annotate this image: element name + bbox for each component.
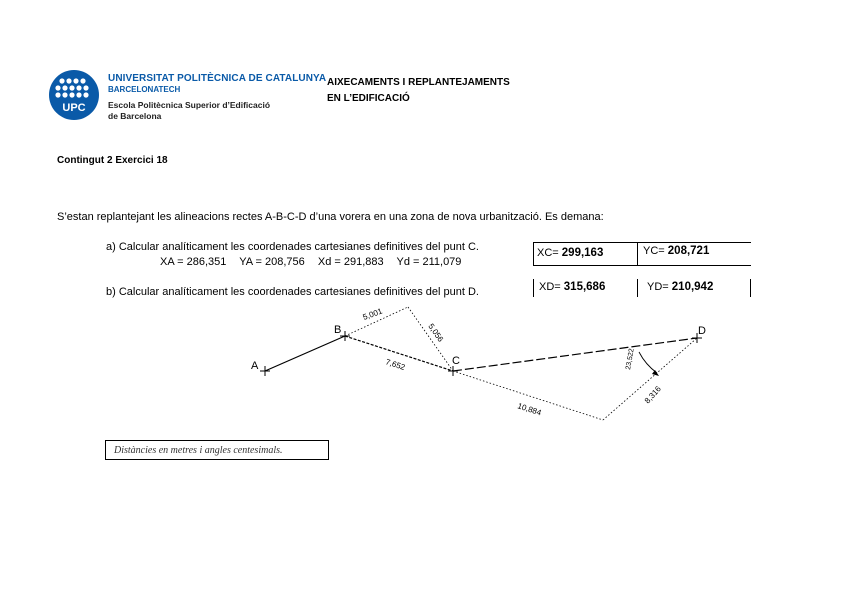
- exercise-statement: S’estan replantejant les alineacions rectes A-B-C-D d’una vorera en una zona de nova urbanització. Es demana:: [57, 211, 604, 223]
- angle-label: 23,522: [625, 348, 636, 371]
- course-title-line1: AIXECAMENTS I REPLANTEJAMENTS: [327, 77, 510, 88]
- distance-c-aux: 10,884: [516, 401, 543, 418]
- distance-b-aux: 5,001: [361, 306, 384, 322]
- line-a-b: [265, 336, 345, 371]
- point-c-label: C: [452, 355, 460, 367]
- point-d-label: D: [698, 325, 706, 337]
- line-aux-d: [603, 338, 697, 420]
- school-name-line1: Escola Politècnica Superior d’Edificació: [108, 100, 271, 110]
- given-xd: Xd = 291,883: [317, 256, 384, 268]
- alignment-diagram: [0, 300, 848, 440]
- exercise-title: Contingut 2 Exercici 18: [57, 155, 168, 166]
- point-b-label: B: [334, 324, 342, 336]
- answer-yc-label: YC=: [643, 245, 665, 257]
- angle-arc: [639, 352, 657, 373]
- line-c-d: [453, 338, 697, 371]
- answer-yc: [643, 245, 709, 257]
- answer-yd: [647, 281, 713, 293]
- given-yd: Yd = 211,079: [396, 256, 462, 268]
- distance-b-c: 7,652: [384, 357, 407, 373]
- answer-yd-label: YD=: [647, 281, 669, 293]
- answer-xc: [537, 247, 603, 259]
- answer-yc-value: 208,721: [667, 245, 710, 257]
- question-a: a) Calcular analíticament les coordenades cartesianes definitives del punt C.: [106, 241, 479, 253]
- answer-xd-label: XD=: [539, 281, 561, 293]
- school-name-line2: de Barcelona: [108, 111, 162, 121]
- question-b: b) Calcular analíticament les coordenades cartesianes definitives del punt D.: [106, 286, 479, 298]
- logo-text: UPC: [62, 102, 86, 114]
- given-xa: XA = 286,351: [160, 256, 227, 268]
- upc-logo-icon: [49, 70, 99, 120]
- given-values: [160, 256, 471, 268]
- university-name: UNIVERSITAT POLITÈCNICA DE CATALUNYA: [108, 73, 327, 84]
- angle-arrow: [652, 370, 659, 376]
- given-ya: YA = 208,756: [239, 256, 305, 268]
- answer-xd: [539, 281, 605, 293]
- distance-aux-c: 5,056: [426, 321, 446, 344]
- answer-box: [533, 242, 751, 297]
- answer-xc-label: XC=: [537, 247, 559, 259]
- distance-aux-d: 8,316: [642, 384, 663, 406]
- answer-xc-value: 299,163: [561, 247, 604, 259]
- answer-yd-value: 210,942: [671, 281, 714, 293]
- answer-xd-value: 315,686: [563, 281, 606, 293]
- point-a-label: A: [251, 360, 259, 372]
- line-aux-c: [408, 307, 453, 371]
- university-subtitle: BARCELONATECH: [108, 85, 181, 94]
- course-title-line2: EN L’EDIFICACIÓ: [327, 93, 410, 104]
- units-note: Distàncies en metres i angles centesimals.: [105, 440, 329, 460]
